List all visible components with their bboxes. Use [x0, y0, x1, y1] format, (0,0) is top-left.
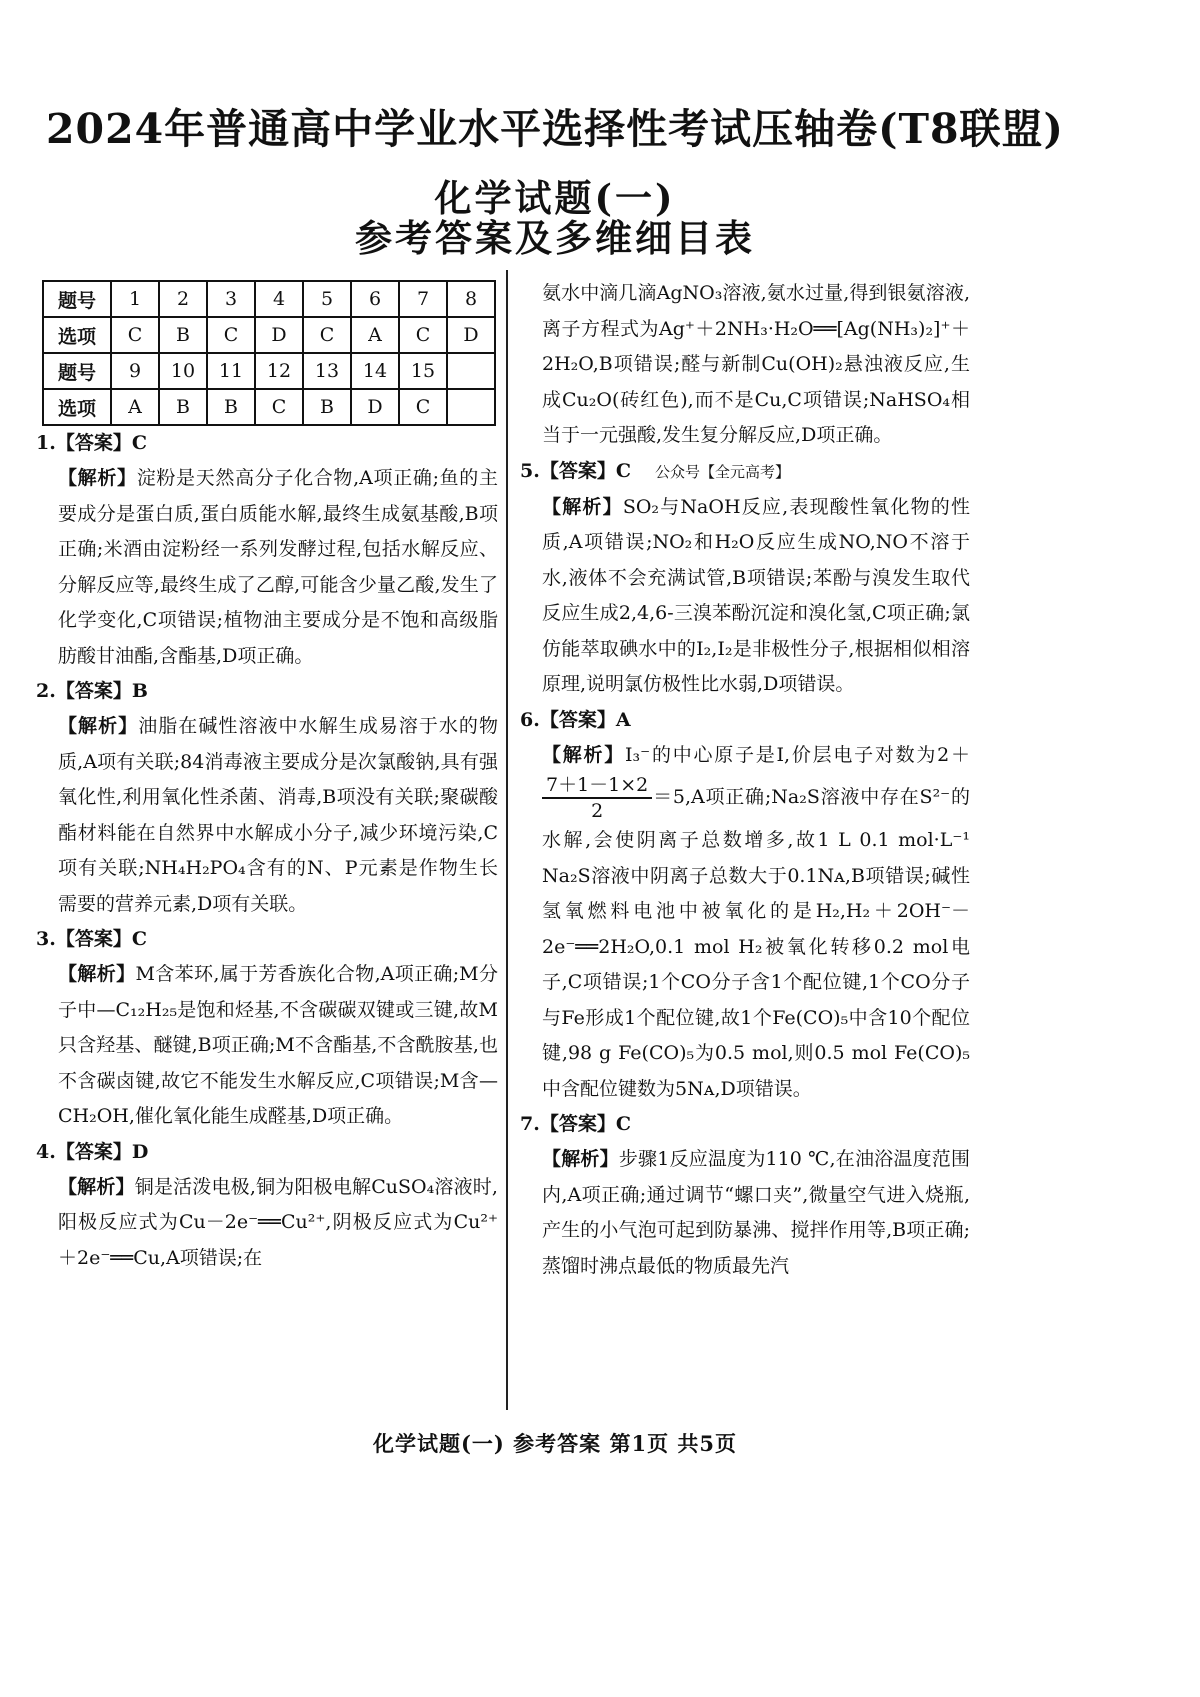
table-cell: 14: [351, 353, 399, 389]
row-label: 选项: [43, 389, 111, 425]
page-footer: 化学试题(一) 参考答案 第1页 共5页: [372, 1431, 738, 1456]
table-cell: [447, 389, 495, 425]
doc-subtitle: 参考答案及多维细目表: [355, 216, 755, 260]
table-cell: B: [159, 389, 207, 425]
analysis-tag: 【解析】: [58, 963, 136, 985]
question-5: [520, 454, 970, 703]
table-row: [43, 281, 495, 317]
table-cell: C: [399, 317, 447, 353]
question-6: [520, 703, 970, 1108]
question-2: [36, 674, 498, 922]
table-cell: 1: [111, 281, 159, 317]
answer-heading: 4.【答案】D: [36, 1140, 149, 1163]
table-cell: C: [255, 389, 303, 425]
table-row: [43, 353, 495, 389]
table-row: [43, 317, 495, 353]
fraction: [542, 773, 652, 823]
analysis-body: 步骤1反应温度为110 ℃,在油浴温度范围内,A项正确;通过调节“螺口夹”,微量空气进入烧瓶,产生的小气泡可起到防暴沸、搅拌作用等,B项正确;蒸馏时沸点最低的物质最先汽: [542, 1148, 970, 1277]
table-cell: 8: [447, 281, 495, 317]
table-cell: C: [207, 317, 255, 353]
analysis-tag: 【解析】: [542, 743, 626, 766]
table-cell: A: [351, 317, 399, 353]
table-cell: 6: [351, 281, 399, 317]
table-row: [43, 389, 495, 425]
table-cell: 12: [255, 353, 303, 389]
analysis-text: [542, 738, 970, 1108]
analysis-body: 铜是活泼电极,铜为阳极电解CuSO₄溶液时,阳极反应式为Cu－2e⁻══Cu²⁺,阴极反应式为Cu²⁺＋2e⁻══Cu,A项错误;在: [58, 1175, 498, 1269]
analysis-continued: 氨水中滴几滴AgNO₃溶液,氨水过量,得到银氨溶液,离子方程式为Ag⁺＋2NH₃·H₂O══[Ag(NH₃)₂]⁺＋2H₂O,B项错误;醛与新制Cu(OH)₂悬浊液反应,生成Cu₂O(砖红色),而不是Cu,C项错误;NaHSO₄相当于一元强酸,发生复分解反应,D项正确。: [542, 282, 970, 446]
table-cell: [447, 353, 495, 389]
answer-heading: 6.【答案】A: [520, 708, 631, 731]
analysis-text: [542, 1142, 970, 1284]
analysis-text: [58, 957, 498, 1135]
analysis-tag: 【解析】: [58, 715, 139, 737]
analysis-text: [58, 709, 498, 922]
analysis-body: SO₂与NaOH反应,表现酸性氧化物的性质,A项错误;NO₂和H₂O反应生成NO,NO不溶于水,液体不会充满试管,B项错误;苯酚与溴发生取代反应生成2,4,6-三溴苯酚沉淀和溴化氢,C项正确;氯仿能萃取碘水中的I₂,I₂是非极性分子,根据相似相溶原理,说明氯仿极性比水弱,D项错误。: [542, 495, 970, 695]
analysis-tag: 【解析】: [58, 1175, 135, 1198]
analysis-body: 油脂在碱性溶液中水解生成易溶于水的物质,A项有关联;84消毒液主要成分是次氯酸钠,具有强氧化性,利用氧化性杀菌、消毒,B项没有关联;聚碳酸酯材料能在自然界中水解成小分子,减少环境污染,C项有关联;NH₄H₂PO₄含有的N、P元素是作物生长需要的营养元素,D项有关联。: [58, 715, 498, 915]
table-cell: 4: [255, 281, 303, 317]
answer-heading-text: 5.【答案】C: [520, 459, 631, 482]
question-4: [36, 1135, 498, 1277]
table-cell: D: [351, 389, 399, 425]
question-7: [520, 1107, 970, 1284]
fraction-numerator: 7＋1－1×2: [542, 773, 652, 799]
fraction-denominator: 2: [591, 800, 604, 822]
row-label: 题号: [43, 353, 111, 389]
table-cell: B: [159, 317, 207, 353]
table-cell: 10: [159, 353, 207, 389]
analysis-body: I₃⁻的中心原子是I,价层电子对数为2＋: [625, 743, 970, 766]
analysis-tag: 【解析】: [58, 467, 137, 489]
question-3: [36, 922, 498, 1135]
question-1: [36, 426, 498, 674]
page-title: 2024年普通高中学业水平选择性考试压轴卷(T8联盟): [46, 105, 1064, 153]
row-label: 选项: [43, 317, 111, 353]
answer-heading: [520, 454, 970, 490]
answer-table: [42, 280, 496, 426]
table-cell: B: [303, 389, 351, 425]
watermark-text: 公众号【全元高考】: [654, 462, 790, 481]
analysis-body: 淀粉是天然高分子化合物,A项正确;鱼的主要成分是蛋白质,蛋白质能水解,最终生成氨基酸,B项正确;米酒由淀粉经一系列发酵过程,包括水解反应、分解反应等,最终生成了乙醇,可能含少量乙酸,发生了化学变化,C项错误;植物油主要成分是不饱和高级脂肪酸甘油酯,含酯基,D项正确。: [58, 467, 498, 667]
subject-title: 化学试题(一): [434, 176, 676, 220]
table-cell: 5: [303, 281, 351, 317]
table-cell: 13: [303, 353, 351, 389]
answer-heading: 7.【答案】C: [520, 1113, 631, 1135]
table-cell: 15: [399, 353, 447, 389]
right-column: [520, 276, 970, 1284]
table-cell: 7: [399, 281, 447, 317]
table-cell: A: [111, 389, 159, 425]
table-cell: 9: [111, 353, 159, 389]
analysis-tag: 【解析】: [542, 495, 623, 518]
answer-heading: 2.【答案】B: [36, 680, 148, 702]
table-cell: D: [447, 317, 495, 353]
column-divider: [506, 270, 508, 1410]
row-label: 题号: [43, 281, 111, 317]
analysis-text: [58, 461, 498, 674]
answer-heading: 1.【答案】C: [36, 432, 147, 454]
table-cell: C: [399, 389, 447, 425]
answer-heading: 3.【答案】C: [36, 928, 147, 950]
analysis-body: ＝5,A项正确;Na₂S溶液中存在S²⁻的水解,会使阴离子总数增多,故1 L 0.1 mol·L⁻¹ Na₂S溶液中阴离子总数大于0.1Nᴀ,B项错误;碱性氢氧燃料电池中被氧化的是H₂,H₂＋2OH⁻－2e⁻══2H₂O,0.1 mol H₂被氧化转移0.2 mol电子,C项错误;1个CO分子含1个配位键,1个CO分子与Fe形成1个配位键,故1个Fe(CO)₅中含10个配位键,98 g Fe(CO)₅为0.5 mol,则0.5 mol Fe(CO)₅中含配位键数为5Nᴀ,D项错误。: [542, 786, 970, 1100]
table-cell: 2: [159, 281, 207, 317]
analysis-tag: 【解析】: [542, 1148, 619, 1170]
analysis-body: M含苯环,属于芳香族化合物,A项正确;M分子中—C₁₂H₂₅是饱和烃基,不含碳碳双键或三键,故M只含羟基、醚键,B项正确;M不含酯基,不含酰胺基,也不含碳卤键,故它不能发生水解反应,C项错误;M含—CH₂OH,催化氧化能生成醛基,D项正确。: [58, 963, 498, 1127]
table-cell: B: [207, 389, 255, 425]
table-cell: C: [111, 317, 159, 353]
analysis-text: [542, 490, 970, 703]
left-column: [36, 280, 498, 1276]
table-cell: C: [303, 317, 351, 353]
table-cell: D: [255, 317, 303, 353]
table-cell: 3: [207, 281, 255, 317]
table-cell: 11: [207, 353, 255, 389]
analysis-text: [58, 1170, 498, 1277]
